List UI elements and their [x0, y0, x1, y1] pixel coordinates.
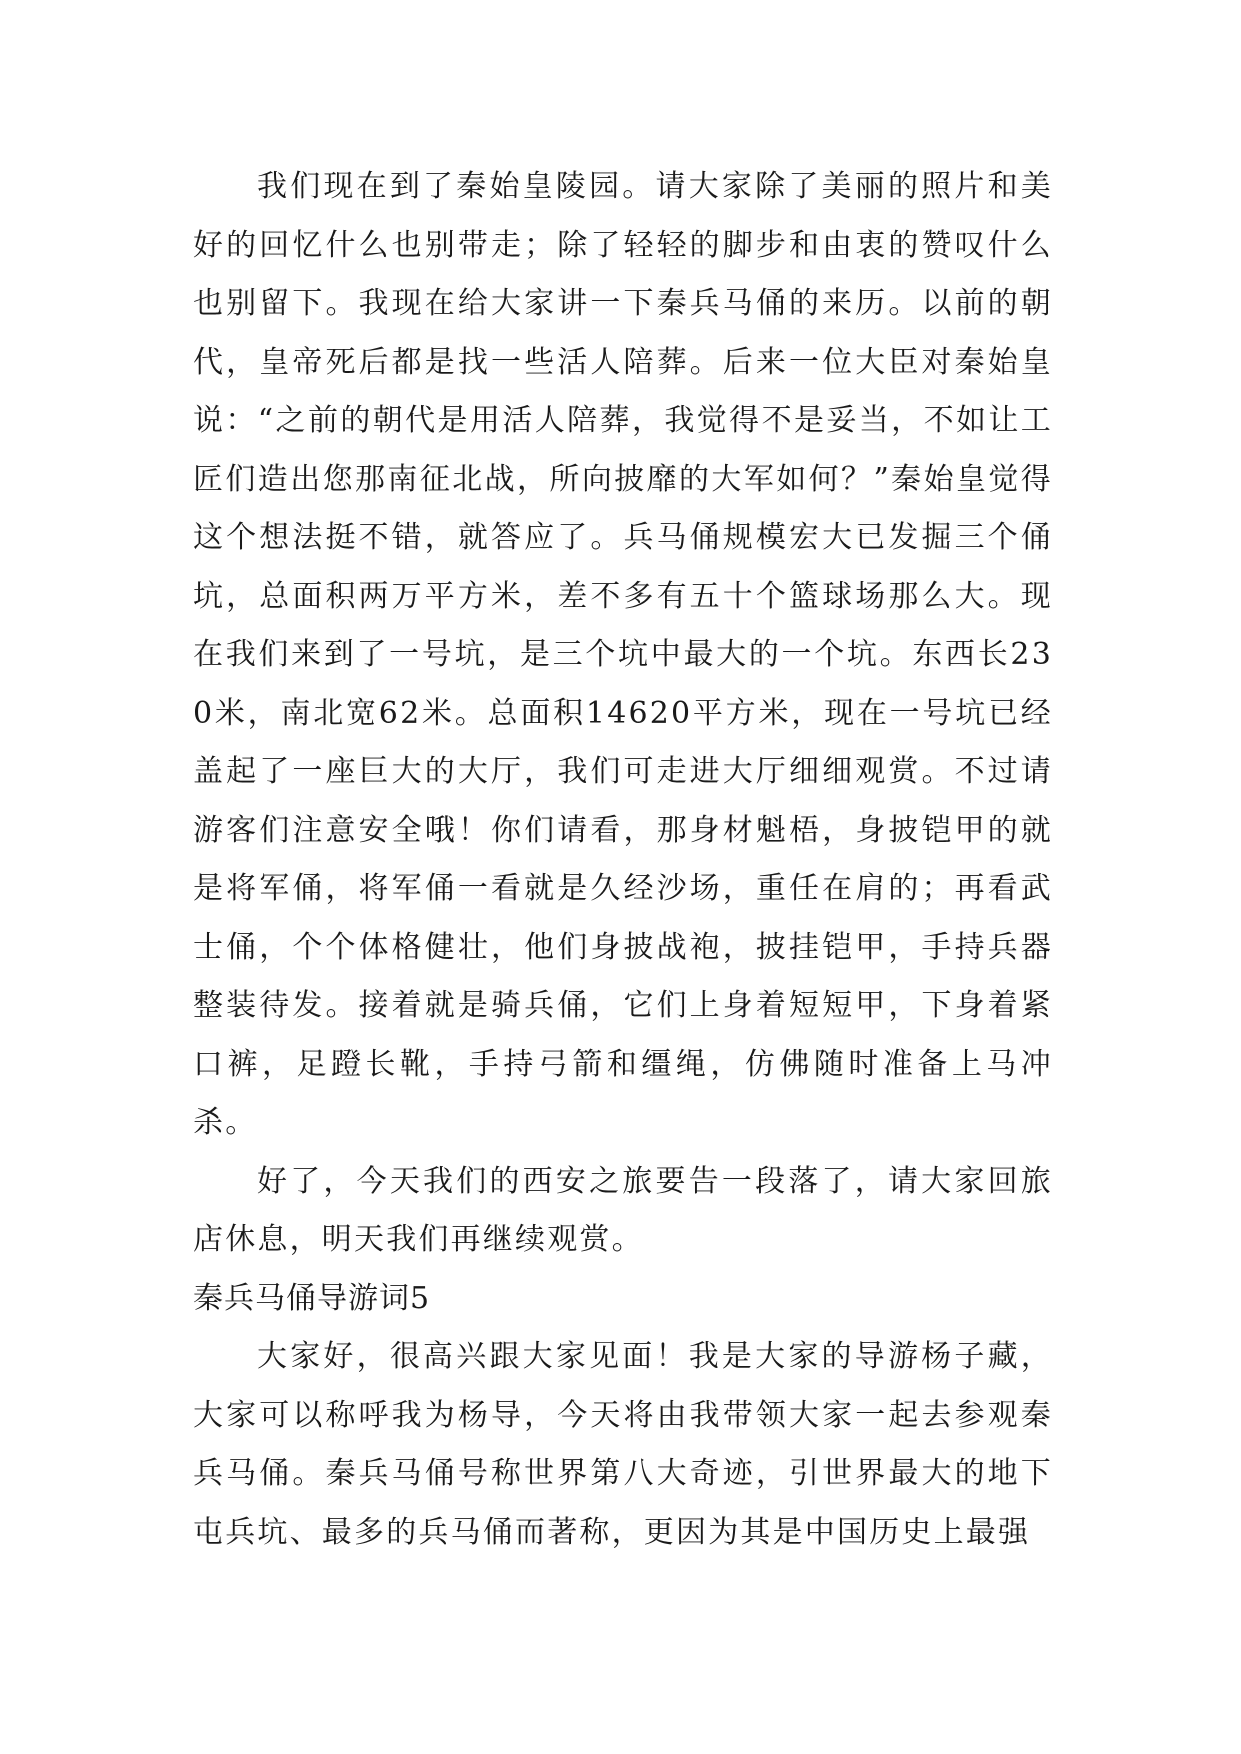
body-paragraph: 大家好，很高兴跟大家见面！我是大家的导游杨子藏，大家可以称呼我为杨导，今天将由我带领大家一起去参观秦兵马俑。秦兵马俑号称世界第八大奇迹，引世界最大的地下屯兵坑、最多的兵马俑而著称，更因为其是中国历史上最强 — [193, 1339, 1053, 1550]
body-paragraph: 好了，今天我们的西安之旅要告一段落了，请大家回旅店休息，明天我们再继续观赏。 — [193, 1163, 1053, 1257]
section-heading: 秦兵马俑导游词5 — [193, 1280, 431, 1316]
body-paragraph: 我们现在到了秦始皇陵园。请大家除了美丽的照片和美好的回忆什么也别带走；除了轻轻的脚步和由衷的赞叹什么也别留下。我现在给大家讲一下秦兵马俑的来历。以前的朝代，皇帝死后都是找一些活人陪葬。后来一位大臣对秦始皇说：“之前的朝代是用活人陪葬，我觉得不是妥当，不如让工匠们造出您那南征北战，所向披靡的大军如何？”秦始皇觉得这个想法挺不错，就答应了。兵马俑规模宏大已发掘三个俑坑，总面积两万平方米，差不多有五十个篮球场那么大。现在我们来到了一号坑，是三个坑中最大的一个坑。东西长230米，南北宽62米。总面积14620平方米，现在一号坑已经盖起了一座巨大的大厅，我们可走进大厅细细观赏。不过请游客们注意安全哦！你们请看，那身材魁梧，身披铠甲的就是将军俑，将军俑一看就是久经沙场，重任在肩的；再看武士俑，个个体格健壮，他们身披战袍，披挂铠甲，手持兵器整装待发。接着就是骑兵俑，它们上身着短短甲，下身着紧口裤，足蹬长靴，手持弓箭和缰绳，仿佛随时准备上马冲杀。 — [193, 169, 1053, 1140]
document-page — [193, 158, 1053, 1562]
